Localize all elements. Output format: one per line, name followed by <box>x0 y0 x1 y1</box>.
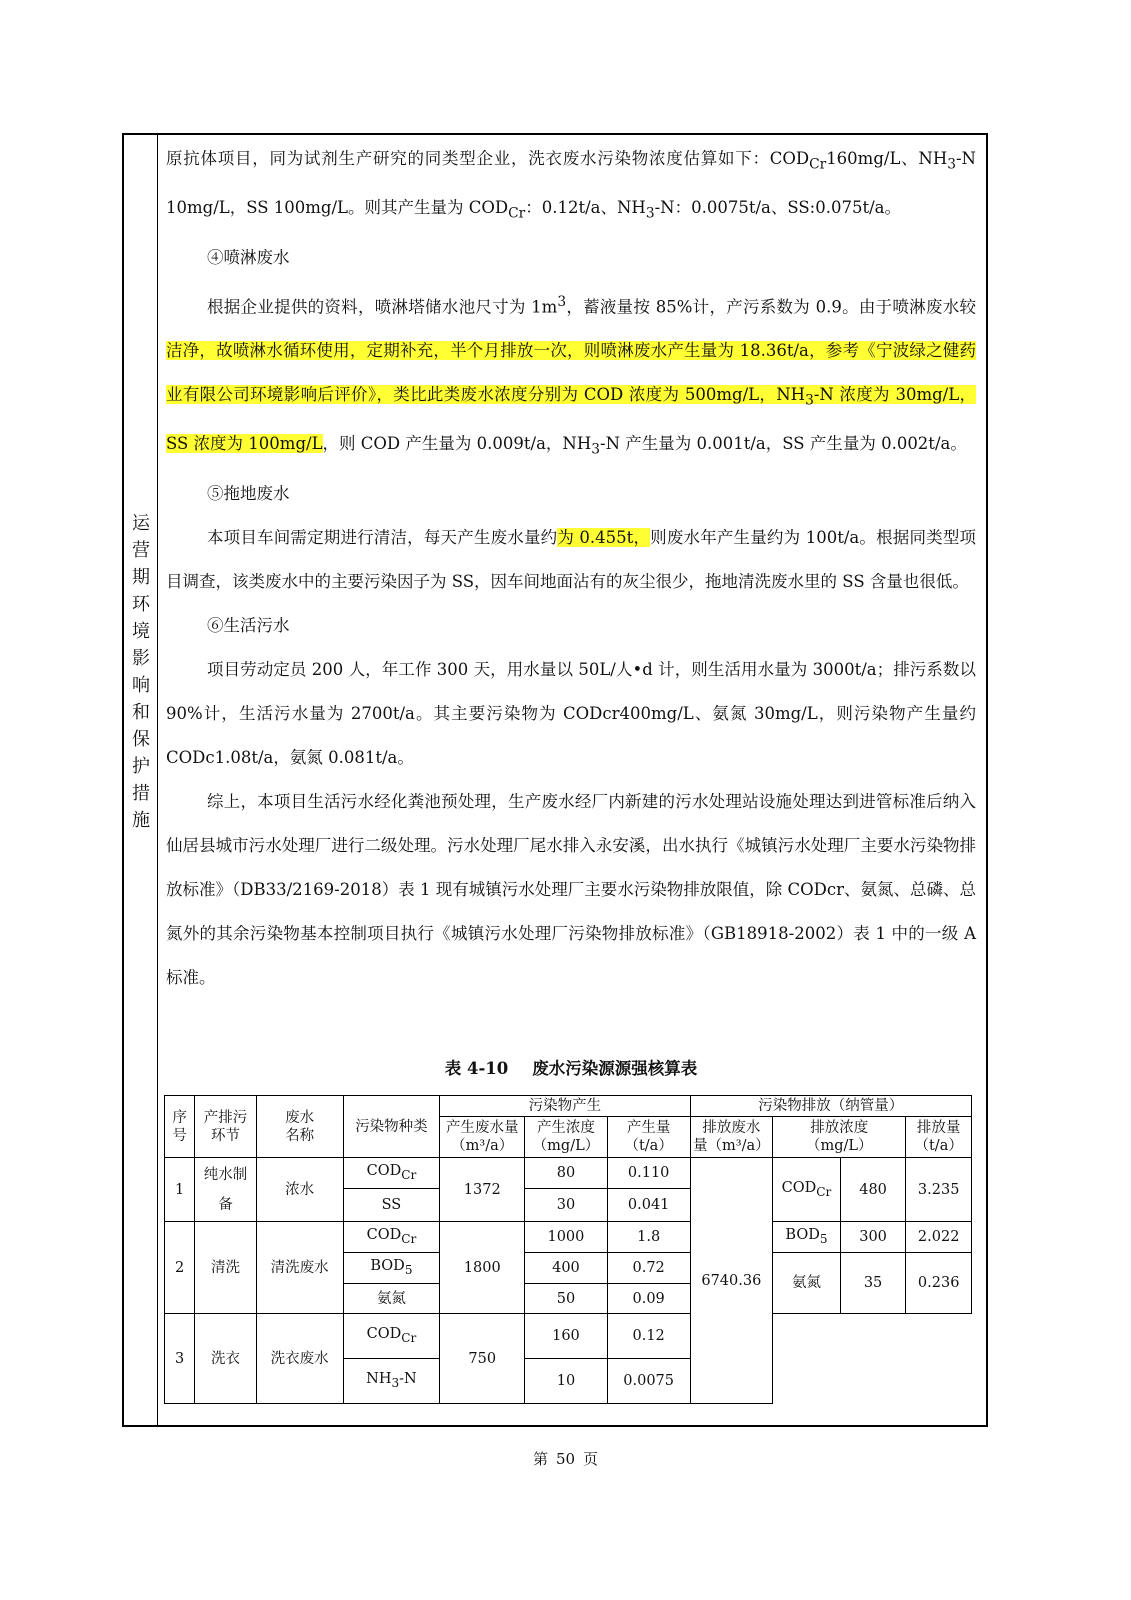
production-volume-cell <box>440 1222 525 1314</box>
cell-text: 400 <box>552 1260 580 1276</box>
table-caption <box>166 1055 976 1083</box>
cell-text: 名称 <box>285 1127 315 1144</box>
text-run: -N 产生量为 0.001t/a，SS 产生量为 0.002t/a。 <box>600 434 967 454</box>
production-amount-cell <box>607 1189 690 1222</box>
pollutant-cell <box>343 1222 440 1253</box>
seq-cell <box>165 1222 195 1314</box>
side-label-char: 影 <box>132 648 150 669</box>
cell-text: 1800 <box>463 1259 501 1276</box>
header-discharge-amount <box>906 1117 972 1158</box>
cell-text: 30 <box>556 1197 576 1213</box>
body-text <box>166 137 976 1000</box>
pollutant-cell <box>343 1284 440 1314</box>
side-label-char: 护 <box>132 756 150 777</box>
side-label-char: 境 <box>132 621 150 642</box>
cell-text: 0.09 <box>632 1290 665 1307</box>
text-run: -N：0.0075t/a、SS:0.075t/a。 <box>654 198 901 218</box>
cell-text: 0.236 <box>917 1275 960 1291</box>
cell-text: 排放浓度 <box>810 1120 869 1136</box>
cell-text: 废水 <box>285 1109 315 1126</box>
cell-text: 0.0075 <box>623 1373 675 1389</box>
production-volume-cell <box>440 1314 525 1404</box>
cell-text: （t/a） <box>624 1138 673 1154</box>
footer-prefix: 第 <box>532 1450 548 1468</box>
table-title: 废水污染源源强核算表 <box>532 1059 698 1078</box>
side-label-char: 环 <box>132 594 150 615</box>
wastewater-table <box>164 1095 972 1404</box>
text-run: ④喷淋废水 <box>207 247 290 267</box>
production-concentration-cell <box>525 1314 608 1359</box>
cell-text: 号 <box>172 1127 187 1144</box>
cell-text: 污染物产生 <box>528 1098 602 1114</box>
cell-text: 洗衣废水 <box>270 1350 329 1367</box>
seq-cell <box>165 1314 195 1404</box>
side-label-char: 营 <box>132 540 150 561</box>
table-row <box>165 1314 972 1359</box>
text-run: ，则 COD 产生量为 0.009t/a，NH <box>322 434 592 454</box>
wastewater-name-cell <box>256 1222 343 1314</box>
cell-text: 纯水制 <box>203 1166 248 1183</box>
side-label-char: 和 <box>132 702 150 723</box>
cell-text: 排放废水 <box>702 1120 761 1136</box>
stage-cell <box>195 1222 257 1314</box>
cell-text: 0.110 <box>627 1165 670 1181</box>
header-discharge-concentration <box>773 1117 906 1158</box>
header-wastewater-name <box>256 1096 343 1158</box>
cell-text: 1372 <box>463 1181 501 1198</box>
discharge-concentration-cell <box>840 1158 906 1222</box>
page-footer <box>0 1448 1131 1469</box>
production-concentration-cell <box>525 1253 608 1284</box>
cell-text: 1000 <box>547 1229 585 1245</box>
text-run: -N 10mg/L，SS 100mg/L。则其产生量为 COD <box>166 149 976 218</box>
side-label-char: 期 <box>132 567 150 588</box>
subscript: Cr <box>816 1184 832 1199</box>
cell-text: NH <box>366 1371 392 1388</box>
cell-text: 氨氮 <box>791 1275 821 1291</box>
cell-text: 1.8 <box>637 1229 661 1245</box>
cell-text: 序 <box>172 1109 187 1126</box>
text-run: 根据企业提供的资料，喷淋塔储水池尺寸为 1m <box>207 297 558 317</box>
text-run: 3 <box>645 205 655 222</box>
subscript: Cr <box>401 1167 417 1182</box>
text-run: 则废水年产生量约为 100t/a。根据同类型项目调查，该类废水中的主要污染因子为 SS，因车间地面沾有的灰尘很少，拖地清洗废水里的 SS 含量也很低。 <box>166 527 977 591</box>
text-run: Cr <box>809 156 827 173</box>
text-run: 3 <box>591 441 600 458</box>
text-run: 项目劳动定员 200 人，年工作 300 天，用水量以 50L/人•d 计，则生活用水量为 3000t/a；排污系数以 90%计，生活污水量为 2700t/a。其主要污染物为 CODcr400mg/L、氨氮 30mg/L，则污染物产生量约 CODc1.08t/a，氨氮 0.081t/a。 <box>166 659 976 767</box>
paragraph <box>166 280 976 472</box>
header-production-concentration <box>525 1117 608 1158</box>
cell-text: 产生废水量 <box>445 1120 519 1136</box>
production-concentration-cell <box>525 1158 608 1189</box>
cell-text: 洗衣 <box>211 1350 241 1367</box>
pollutant-cell <box>343 1359 440 1404</box>
side-label-char: 响 <box>132 675 150 696</box>
table-row <box>165 1222 972 1253</box>
text-run: Cr <box>508 205 526 222</box>
text-run: 3 <box>557 293 567 310</box>
cell-text: 2 <box>175 1259 185 1276</box>
seq-cell <box>165 1158 195 1222</box>
header-production-group <box>440 1096 690 1117</box>
production-concentration-cell <box>525 1189 608 1222</box>
paragraph <box>166 780 976 1000</box>
stage-cell <box>195 1314 257 1404</box>
cell-text: 50 <box>556 1290 576 1307</box>
discharge-concentration-cell <box>840 1222 906 1253</box>
production-amount-cell <box>607 1158 690 1189</box>
pollutant-cell <box>343 1189 440 1222</box>
cell-text: 35 <box>863 1275 883 1291</box>
discharge-volume-cell <box>690 1158 773 1404</box>
text-run: 本项目车间需定期进行清洁，每天产生废水量约 <box>207 527 558 547</box>
cell-text: 污染物种类 <box>355 1118 428 1135</box>
highlighted-text: 3 <box>805 392 814 409</box>
cell-text: 清洗 <box>211 1259 241 1276</box>
cell-text: BOD <box>785 1227 820 1244</box>
production-amount-cell <box>607 1222 690 1253</box>
footer-suffix: 页 <box>583 1450 599 1468</box>
cell-text: COD <box>366 1326 402 1343</box>
production-concentration-cell <box>525 1284 608 1314</box>
side-label <box>124 510 158 834</box>
cell-text: BOD <box>370 1258 405 1275</box>
subscript: Cr <box>401 1231 417 1246</box>
subscript: 5 <box>404 1262 413 1277</box>
section-heading <box>166 604 976 648</box>
discharge-amount-cell <box>906 1158 972 1222</box>
subscript: Cr <box>401 1330 417 1345</box>
cell-text: 1 <box>175 1181 185 1198</box>
side-label-char: 运 <box>132 513 150 534</box>
header-discharge-volume <box>690 1117 773 1158</box>
cell-text: 3.235 <box>917 1181 960 1198</box>
paragraph <box>166 648 976 780</box>
text-run: 综上，本项目生活污水经化粪池预处理，生产废水经厂内新建的污水处理站设施处理达到进管标准后纳入仙居县城市污水处理厂进行二级处理。污水处理厂尾水排入永安溪，出水执行《城镇污水处理厂主要水污染物排放标准》（DB33/2169-2018）表 1 现有城镇污水处理厂主要水污染物排放限值，除 CODcr、氨氮、总磷、总氮外的其余污染物基本控制项目执行《城镇污水处理厂污染物排放标准》（GB18918-2002）表 1 中的一级 A 标准。 <box>166 791 976 987</box>
section-heading <box>166 236 976 280</box>
header-stage <box>195 1096 257 1158</box>
text-run: 160mg/L、NH <box>826 149 948 168</box>
cell-text: 2.022 <box>917 1229 960 1245</box>
cell-text: COD <box>781 1179 817 1196</box>
cell-text: 480 <box>859 1181 887 1198</box>
production-amount-cell <box>607 1359 690 1404</box>
wastewater-name-cell <box>256 1158 343 1222</box>
text-run: ，蓄液量按 85%计，产污系数为 0.9。由于喷淋废水较 <box>566 297 977 317</box>
cell-text: 6740.36 <box>701 1272 762 1289</box>
page-number: 50 <box>555 1450 576 1468</box>
header-seq <box>165 1096 195 1158</box>
subscript: 5 <box>819 1231 828 1246</box>
cell-text: COD <box>366 1227 402 1244</box>
table-header-row <box>165 1096 972 1117</box>
section-heading <box>166 472 976 516</box>
header-pollutant <box>343 1096 440 1158</box>
cell-text: 浓水 <box>285 1181 315 1198</box>
paragraph <box>166 137 976 236</box>
table-number: 表 4-10 <box>444 1059 509 1078</box>
production-amount-cell <box>607 1253 690 1284</box>
text-run: ⑥生活污水 <box>207 615 290 635</box>
discharge-amount-cell <box>906 1253 972 1314</box>
cell-text: 排放量 <box>916 1120 961 1136</box>
production-concentration-cell <box>525 1222 608 1253</box>
cell-text: （mg/L） <box>806 1138 873 1154</box>
side-label-column <box>124 135 158 1425</box>
cell-text: 3 <box>175 1350 185 1367</box>
cell-text: 清洗废水 <box>270 1259 329 1276</box>
text-run: 3 <box>947 156 956 173</box>
cell-text: 300 <box>859 1229 887 1245</box>
cell-text: 750 <box>468 1350 497 1367</box>
cell-text: COD <box>366 1163 402 1180</box>
highlighted-text: 为 0.455t， <box>557 527 651 547</box>
table-row <box>165 1158 972 1189</box>
highlighted-text: 洁净，故喷淋水循环使用，定期补充，半个月排放一次，则喷淋废水产生量为 18.36t/a，参考《宁波绿之健药业有限公司环境影响后评价》，类比此类废水浓度分别为 COD 浓度为 500mg/L，NH <box>166 341 976 405</box>
side-label-char: 措 <box>132 783 150 804</box>
highlight <box>557 528 650 547</box>
text-run: ⑤拖地废水 <box>207 483 290 503</box>
cell-text: 备 <box>218 1196 233 1213</box>
subscript: 3 <box>391 1375 400 1390</box>
cell-text: 氨氮 <box>376 1290 406 1307</box>
cell-text: 0.041 <box>627 1197 670 1213</box>
discharge-amount-cell <box>906 1222 972 1253</box>
header-production-amount <box>607 1117 690 1158</box>
pollutant-cell <box>343 1253 440 1284</box>
cell-text: 产生浓度 <box>536 1120 595 1136</box>
stage-cell <box>195 1158 257 1222</box>
text-run: ：0.12t/a、NH <box>525 198 646 218</box>
text-run: 原抗体项目，同为试剂生产研究的同类型企业，洗衣废水污染物浓度估算如下：COD <box>166 149 810 168</box>
cell-text: （m³/a） <box>451 1138 514 1154</box>
side-label-char: 施 <box>132 810 150 831</box>
production-concentration-cell <box>525 1359 608 1404</box>
cell-text: 0.72 <box>632 1260 665 1276</box>
paragraph <box>166 516 976 604</box>
header-production-volume <box>440 1117 525 1158</box>
cell-text: 160 <box>552 1328 580 1344</box>
cell-text: 环节 <box>211 1127 241 1144</box>
cell-text: SS <box>381 1197 402 1213</box>
discharge-pollutant-cell <box>773 1253 841 1314</box>
header-discharge-group <box>690 1096 972 1117</box>
production-volume-cell <box>440 1158 525 1222</box>
cell-text: 0.12 <box>632 1328 665 1344</box>
cell-text: 污染物排放（纳管量） <box>758 1098 904 1114</box>
discharge-pollutant-cell <box>773 1222 841 1253</box>
discharge-pollutant-cell <box>773 1158 841 1222</box>
cell-text: 80 <box>556 1165 576 1181</box>
wastewater-name-cell <box>256 1314 343 1404</box>
side-label-char: 保 <box>132 729 150 750</box>
pollutant-cell <box>343 1314 440 1359</box>
cell-text: -N <box>399 1371 417 1388</box>
cell-text: （t/a） <box>914 1138 963 1154</box>
cell-text: 产排污 <box>203 1109 248 1126</box>
pollutant-cell <box>343 1158 440 1189</box>
production-amount-cell <box>607 1314 690 1359</box>
highlight <box>805 385 814 409</box>
production-amount-cell <box>607 1284 690 1314</box>
highlighted-text: -N 浓度为 30mg/L，SS 浓度为 100mg/L <box>166 385 976 454</box>
discharge-concentration-cell <box>840 1253 906 1314</box>
cell-text: （mg/L） <box>532 1138 600 1154</box>
cell-text: 产生量 <box>626 1120 671 1136</box>
cell-text: 量（m³/a） <box>693 1138 770 1154</box>
cell-text: 10 <box>556 1373 576 1389</box>
